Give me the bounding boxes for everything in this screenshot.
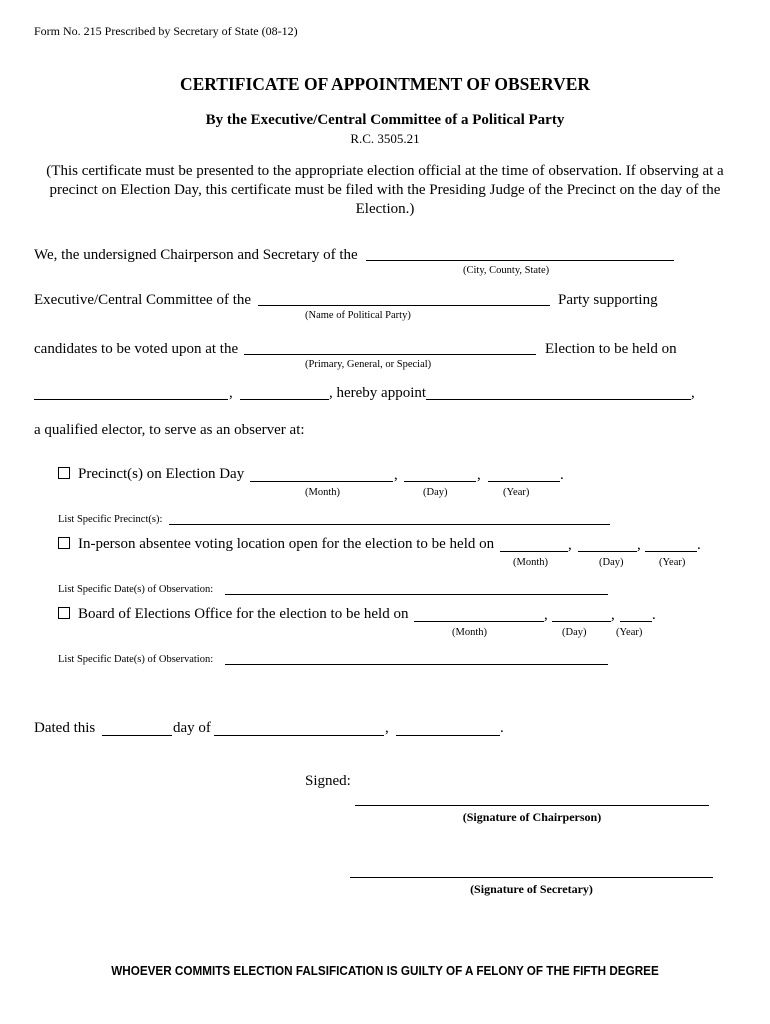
board-year-hint: (Year)	[616, 627, 643, 638]
list-precinct-field[interactable]	[169, 524, 610, 525]
board-checkbox[interactable]	[58, 607, 70, 619]
day-of-label: day of	[173, 720, 211, 736]
election-date-field[interactable]	[34, 399, 228, 400]
chairperson-intro: We, the undersigned Chairperson and Secretary of the	[34, 247, 358, 263]
absentee-day-field[interactable]	[578, 551, 637, 552]
hereby-appoint-label: , hereby appoint	[329, 385, 427, 401]
city-county-state-hint: (City, County, State)	[463, 265, 550, 276]
list-absentee-dates-field[interactable]	[225, 594, 608, 595]
period: .	[500, 720, 504, 736]
signed-label: Signed:	[305, 773, 351, 789]
period: .	[652, 607, 656, 623]
election-type-hint: (Primary, General, or Special)	[305, 359, 432, 370]
qualified-elector-label: a qualified elector, to serve as an observer at:	[34, 422, 305, 438]
precinct-day-field[interactable]	[404, 481, 476, 482]
board-option[interactable]	[58, 606, 408, 623]
form-number: Form No. 215 Prescribed by Secretary of State (08-12)	[34, 24, 298, 38]
absentee-year-field[interactable]	[645, 551, 697, 552]
precinct-year-field[interactable]	[488, 481, 560, 482]
election-type-field[interactable]	[244, 354, 536, 355]
comma: ,	[477, 467, 481, 483]
election-held-label: Election to be held on	[545, 341, 677, 357]
dated-year-field[interactable]	[396, 735, 500, 736]
list-board-dates-field[interactable]	[225, 664, 608, 665]
precinct-option[interactable]	[58, 466, 244, 483]
absentee-checkbox[interactable]	[58, 537, 70, 549]
precinct-checkbox[interactable]	[58, 467, 70, 479]
secretary-signature-caption: (Signature of Secretary)	[470, 882, 593, 896]
absentee-month-field[interactable]	[500, 551, 568, 552]
absentee-day-hint: (Day)	[599, 557, 624, 568]
comma: ,	[544, 607, 548, 623]
observer-name-field[interactable]	[426, 399, 691, 400]
board-label: Board of Elections Office for the election to be held on	[78, 606, 409, 622]
precinct-month-field[interactable]	[250, 481, 393, 482]
political-party-hint: (Name of Political Party)	[305, 310, 411, 321]
instructions-line-1: (This certificate must be presented to the appropriate election official at the time of observation. If observing at a	[46, 163, 724, 179]
chairperson-signature-field[interactable]	[355, 805, 709, 806]
list-precinct-label: List Specific Precinct(s):	[58, 514, 163, 525]
board-day-field[interactable]	[552, 621, 611, 622]
instructions-line-2: precinct on Election Day, this certificate must be filed with the Presiding Judge of the Precinct on the day of the	[49, 182, 721, 198]
statute-reference: R.C. 3505.21	[350, 131, 420, 146]
board-month-field[interactable]	[414, 621, 544, 622]
board-day-hint: (Day)	[562, 627, 587, 638]
comma: ,	[611, 607, 615, 623]
dated-day-field[interactable]	[102, 735, 172, 736]
committee-label: Executive/Central Committee of the	[34, 292, 252, 308]
comma: ,	[568, 537, 572, 553]
dated-this-label: Dated this	[34, 720, 96, 736]
comma: ,	[385, 720, 389, 736]
precinct-day-hint: (Day)	[423, 487, 448, 498]
list-absentee-dates-label: List Specific Date(s) of Observation:	[58, 584, 214, 595]
precinct-label: Precinct(s) on Election Day	[78, 466, 245, 482]
period: .	[697, 537, 701, 553]
list-board-dates-label: List Specific Date(s) of Observation:	[58, 654, 214, 665]
board-year-field[interactable]	[620, 621, 652, 622]
falsification-warning: WHOEVER COMMITS ELECTION FALSIFICATION IS GUILTY OF A FELONY OF THE FIFTH DEGREE	[111, 963, 659, 978]
absentee-month-hint: (Month)	[513, 557, 548, 568]
precinct-year-hint: (Year)	[503, 487, 530, 498]
comma: ,	[637, 537, 641, 553]
page-title: CERTIFICATE OF APPOINTMENT OF OBSERVER	[179, 74, 591, 94]
absentee-label: In-person absentee voting location open for the election to be held on	[78, 536, 495, 552]
political-party-field[interactable]	[258, 305, 550, 306]
city-county-state-field[interactable]	[366, 260, 674, 261]
comma: ,	[229, 385, 233, 401]
comma: ,	[394, 467, 398, 483]
candidates-label: candidates to be voted upon at the	[34, 341, 239, 357]
secretary-signature-field[interactable]	[350, 877, 713, 878]
period: .	[560, 467, 564, 483]
board-month-hint: (Month)	[452, 627, 487, 638]
instructions-line-3: Election.)	[355, 201, 415, 217]
absentee-option[interactable]	[58, 536, 494, 553]
election-year-field[interactable]	[240, 399, 329, 400]
party-supporting-label: Party supporting	[558, 292, 658, 308]
subtitle: By the Executive/Central Committee of a Political Party	[205, 112, 565, 128]
comma: ,	[691, 385, 695, 401]
dated-month-field[interactable]	[214, 735, 384, 736]
absentee-year-hint: (Year)	[659, 557, 686, 568]
precinct-month-hint: (Month)	[305, 487, 340, 498]
chairperson-signature-caption: (Signature of Chairperson)	[462, 810, 602, 824]
